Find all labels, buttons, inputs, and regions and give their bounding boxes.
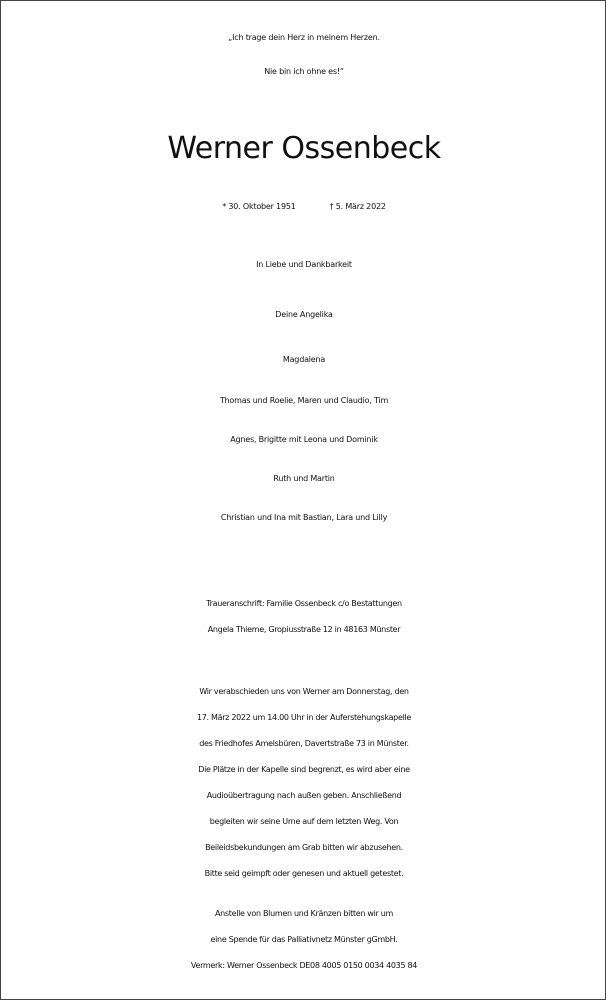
birth-date: * 30. Oktober 1951: [222, 202, 296, 211]
death-date: † 5. März 2022: [329, 202, 386, 211]
mourner-line: Agnes, Brigitte mit Leona und Dominik: [230, 435, 378, 444]
address-line: Angela Thieme, Gropiusstraße 12 in 48163 Münster: [207, 625, 401, 634]
ceremony-line: Bitte seid geimpft oder genesen und aktuell getestet.: [204, 869, 404, 878]
donation-line: eine Spende für das Palliativnetz Münster gGmbH.: [210, 935, 398, 944]
address-line: Traueranschrift: Familie Ossenbeck c/o Bestattungen: [206, 599, 402, 608]
mourner-line: Thomas und Roelie, Maren und Claudio, Tim: [219, 396, 389, 405]
mourners-intro: In Liebe und Dankbarkeit: [256, 260, 352, 269]
ceremony-line: begleiten wir seine Urne auf dem letzten Weg. Von: [209, 817, 399, 826]
quote-line-1: „Ich trage dein Herz in meinem Herzen.: [228, 33, 380, 42]
donation-line: Vermerk: Werner Ossenbeck DE08 4005 0150 0034 4035 84: [190, 961, 418, 970]
ceremony-line: Wir verabschieden uns von Werner am Donnerstag, den: [199, 687, 409, 696]
ceremony-line: Audioübertragung nach außen geben. Anschließend: [206, 791, 402, 800]
ceremony-line: Beileidsbekundungen am Grab bitten wir abzusehen.: [205, 843, 403, 852]
mourner-line: Christian und Ina mit Bastian, Lara und Lilly: [220, 513, 388, 522]
quote-line-2: Nie bin ich ohne es!“: [264, 67, 344, 76]
mourner-line: Magdalena: [282, 355, 326, 364]
life-dates: [1, 202, 606, 211]
ceremony-line: 17. März 2022 um 14.00 Uhr in der Auferstehungskapelle: [196, 713, 412, 722]
ceremony-line: Die Plätze in der Kapelle sind begrenzt, es wird aber eine: [198, 765, 410, 774]
mourner-line: Deine Angelika: [275, 310, 333, 319]
donation-line: Anstelle von Blumen und Kränzen bitten wir um: [214, 909, 394, 918]
mourner-line: Ruth und Martin: [273, 474, 335, 483]
deceased-name: Werner Ossenbeck: [167, 131, 441, 166]
ceremony-line: des Friedhofes Amelsbüren, Davertstraße 73 in Münster.: [199, 739, 409, 748]
